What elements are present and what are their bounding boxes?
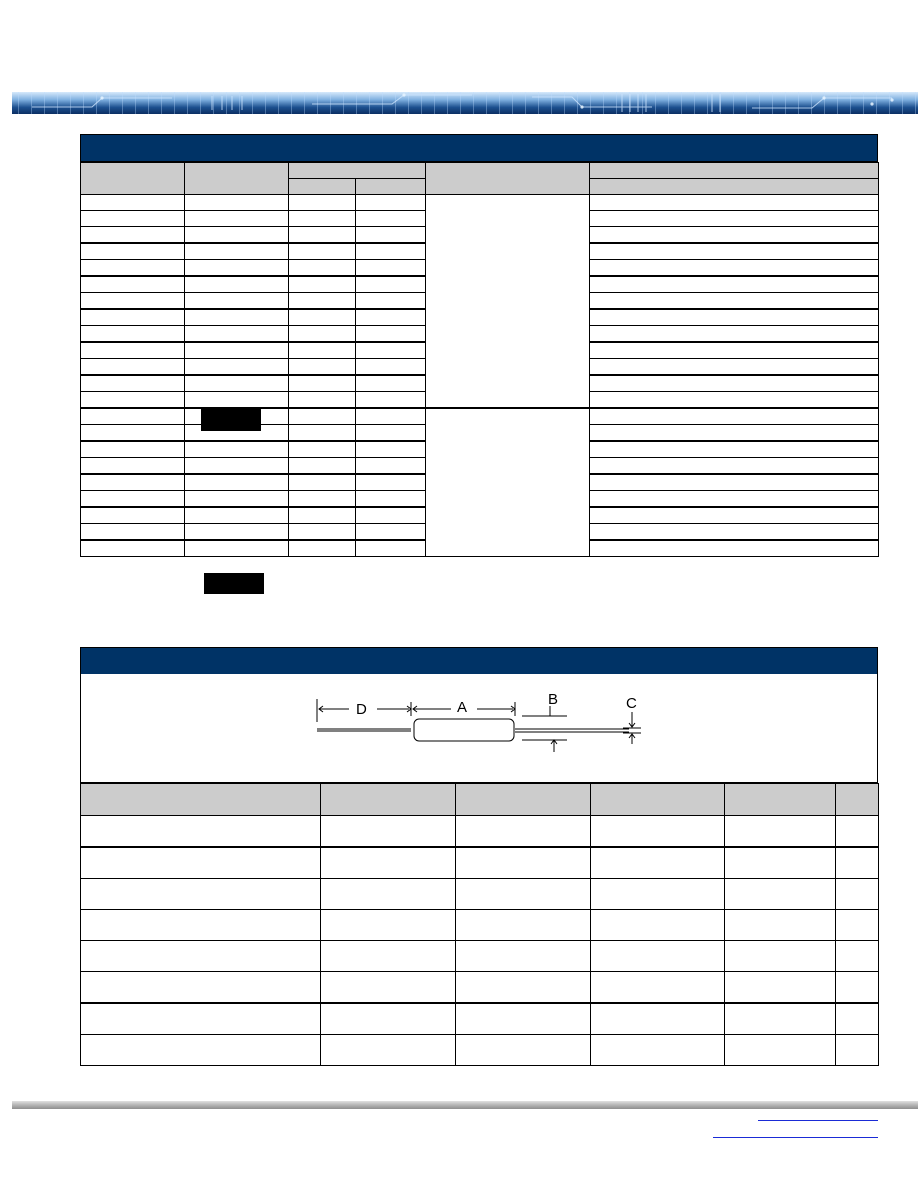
footer-link-1[interactable] — [758, 1120, 878, 1121]
circuit-board-icon — [12, 92, 918, 114]
dimension-label-b: B — [548, 691, 559, 708]
dimension-table-header-cell — [81, 784, 321, 816]
spec-table-header-cell — [590, 163, 879, 179]
dimension-table-header-cell — [725, 784, 836, 816]
spec-table — [80, 162, 879, 557]
dimension-label-d: D — [356, 701, 367, 718]
section1-header-bar — [80, 134, 878, 162]
dimension-table-header-cell — [836, 784, 879, 816]
spec-table-header-cell — [81, 163, 185, 195]
table-row — [81, 1035, 879, 1066]
footer-divider — [12, 1101, 918, 1109]
dimension-table-header-cell — [591, 784, 725, 816]
table-row — [81, 941, 879, 972]
circuit-banner — [12, 92, 918, 114]
footer-link-2[interactable] — [713, 1137, 878, 1138]
resistor-dimension-diagram — [81, 674, 879, 783]
dimension-label-a: A — [457, 699, 468, 716]
table-row — [81, 910, 879, 941]
table-row — [81, 847, 879, 879]
redacted-block — [201, 409, 261, 431]
table-row — [81, 195, 879, 211]
redacted-note — [204, 573, 264, 594]
spec-table-subheader-cell — [590, 179, 879, 195]
merged-cell — [426, 408, 590, 557]
table-row — [81, 1003, 879, 1035]
table-row — [81, 816, 879, 848]
dimension-diagram-box — [80, 674, 878, 783]
dimension-label-c: C — [626, 695, 637, 712]
section2-header-bar — [80, 647, 878, 675]
spec-table-header-cell — [185, 163, 289, 195]
spec-table-subheader-cell — [356, 179, 426, 195]
table-row — [81, 408, 879, 425]
spec-table-subheader-cell — [289, 179, 356, 195]
merged-cell — [426, 195, 590, 409]
spec-table-header-cell — [426, 163, 590, 195]
table-row — [81, 972, 879, 1004]
dimension-table-header-cell — [321, 784, 456, 816]
dimension-table — [80, 783, 879, 1066]
dimension-table-header-cell — [456, 784, 591, 816]
spec-table-header-cell — [289, 163, 426, 179]
table-row — [81, 879, 879, 910]
